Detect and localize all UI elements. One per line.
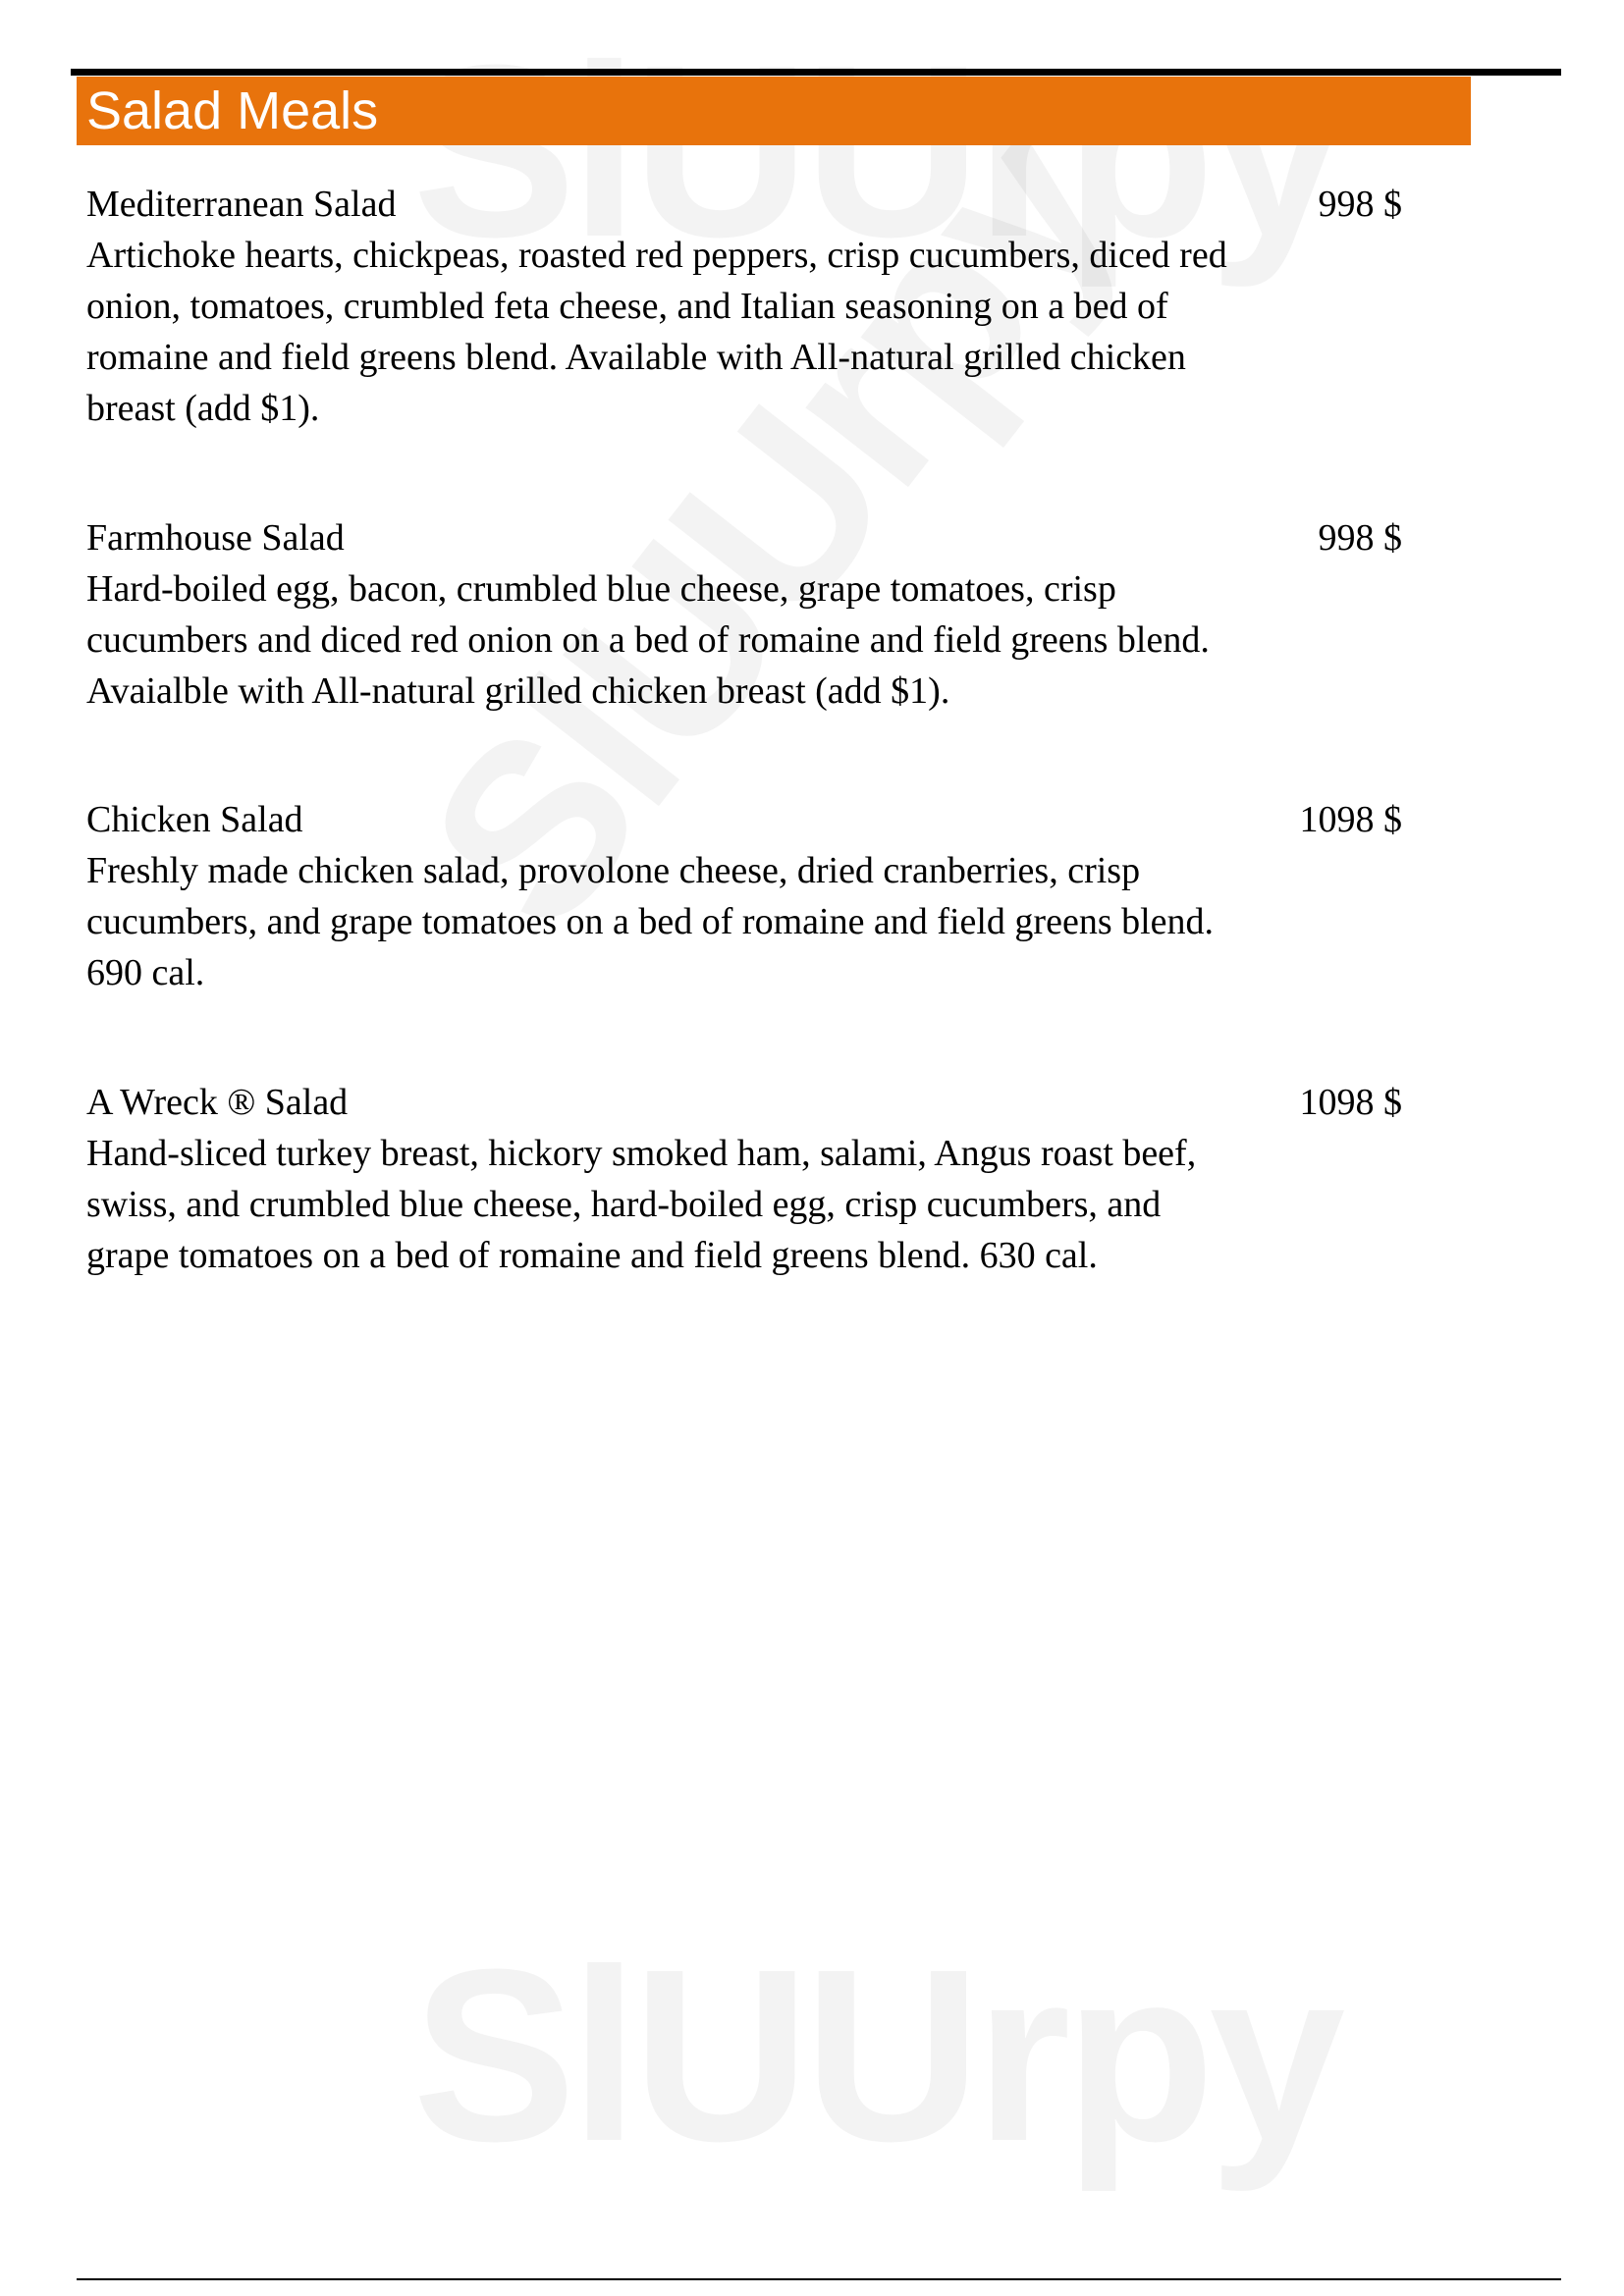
section-title: Salad Meals [86, 81, 379, 140]
item-description: Freshly made chicken salad, provolone cheese, dried cranberries, crisp cucumbers, and grape tomatoes on a bed of romaine and field greens blend. 690 cal. [86, 850, 1215, 993]
item-description: Hard-boiled egg, bacon, crumbled blue cheese, grape tomatoes, crisp cucumbers and diced red onion on a bed of romaine and field greens blend. Avaialble with All-natural grilled chicken breast (add $1). [86, 568, 1210, 712]
item-description: Artichoke hearts, chickpeas, roasted red peppers, crisp cucumbers, diced red onion, tomatoes, crumbled feta cheese, and Italian seasoning on a bed of romaine and field greens blend. Available with All-natural grilled chicken breast (add $1). [86, 235, 1227, 429]
item-description: Hand-sliced turkey breast, hickory smoked ham, salami, Angus roast beef, swiss, and crumbled blue cheese, hard-boiled egg, crisp cucumbers, and grape tomatoes on a bed of romaine and field greens blend. 630 cal. [86, 1133, 1197, 1276]
item-price: 1098 $ [1299, 1082, 1402, 1123]
bottom-divider [77, 2278, 1561, 2280]
top-divider [71, 69, 1561, 76]
watermark-logo [412, 1914, 1339, 2196]
item-price: 998 $ [1318, 517, 1402, 559]
item-name: Mediterranean Salad [86, 184, 397, 225]
section-header [77, 77, 1471, 145]
item-name: A Wreck ® Salad [86, 1082, 349, 1123]
item-price: 1098 $ [1299, 799, 1402, 840]
watermark-logo [373, 75, 1166, 979]
item-name: Chicken Salad [86, 799, 303, 840]
item-name: Farmhouse Salad [86, 517, 345, 559]
item-price: 998 $ [1318, 184, 1402, 225]
